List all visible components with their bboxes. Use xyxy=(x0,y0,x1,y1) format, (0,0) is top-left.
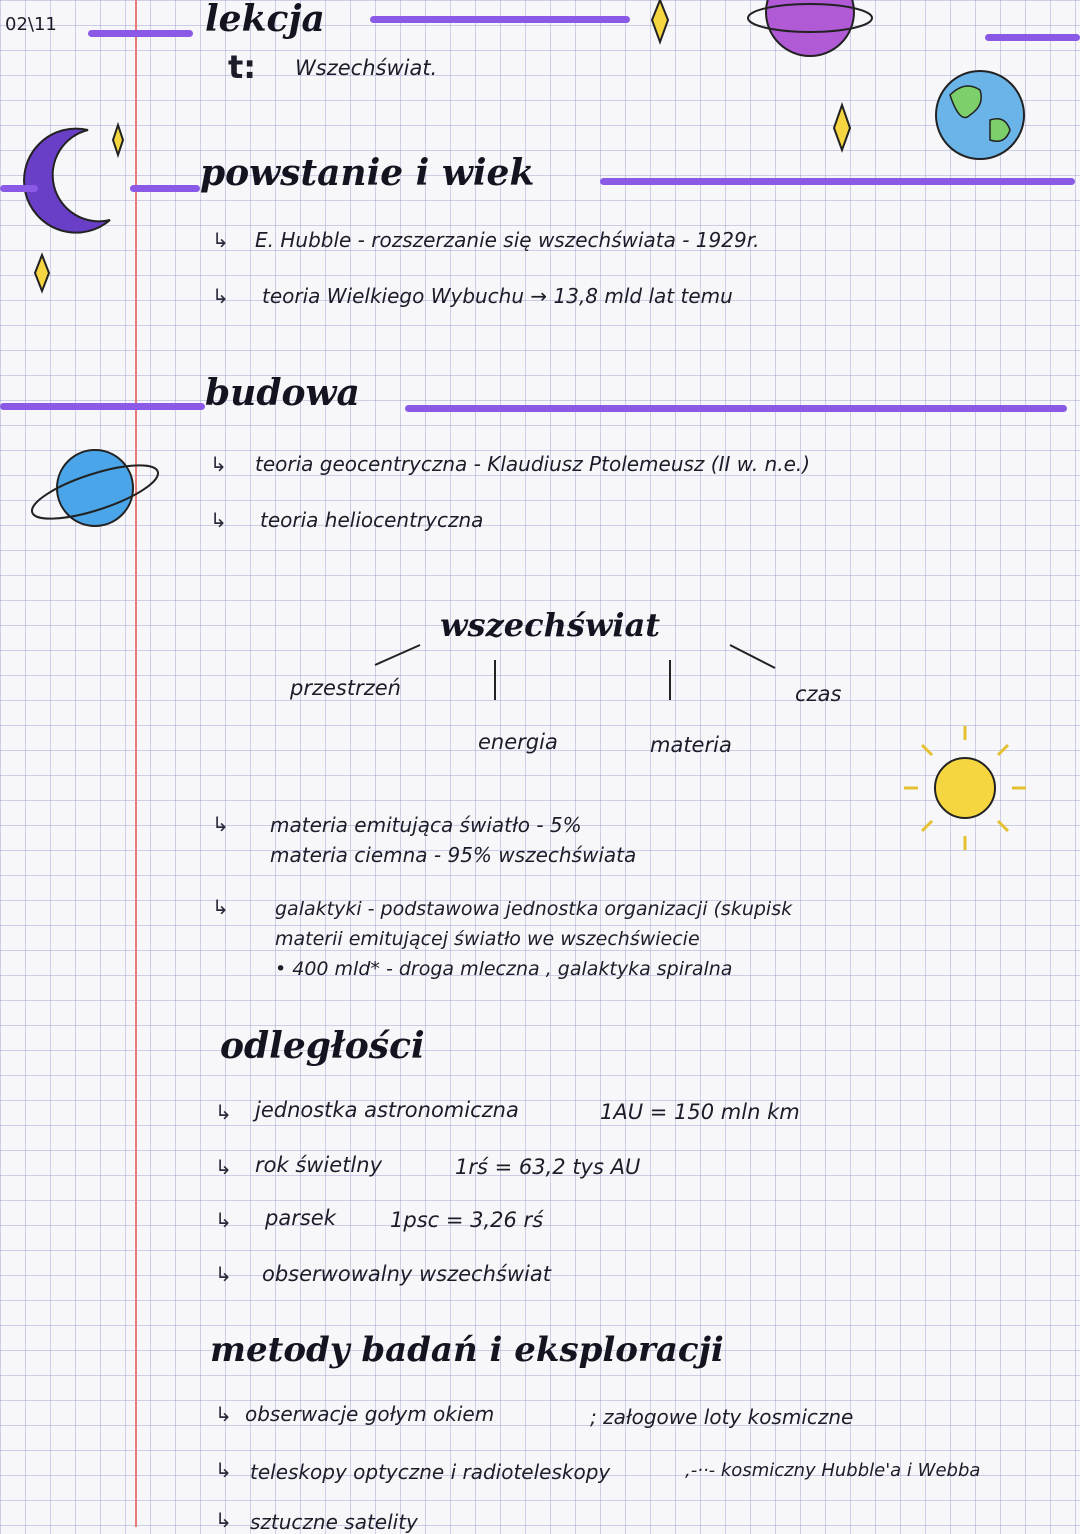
moon-icon xyxy=(24,129,110,233)
methods-line-2a: teleskopy optyczne i radioteleskopy xyxy=(250,1460,611,1484)
sun-icon xyxy=(904,726,1026,850)
diagram-node-time: czas xyxy=(795,682,842,706)
arrow-icon: ↳ xyxy=(210,508,227,532)
structure-item-2: teoria heliocentryczna xyxy=(260,508,484,532)
arrow-icon: ↳ xyxy=(210,452,227,476)
highlight-title xyxy=(370,16,630,23)
highlight-topright xyxy=(985,34,1080,41)
distances-heading: odległości xyxy=(220,1025,425,1067)
arrow-icon: ↳ xyxy=(215,1262,232,1286)
structure-item-1: teoria geocentryczna - Klaudiusz Ptolemeusz (II w. n.e.) xyxy=(255,452,811,476)
origin-item-1: E. Hubble - rozszerzanie się wszechświata - 1929r. xyxy=(255,228,760,252)
methods-line-3: sztuczne satelity xyxy=(250,1510,418,1534)
distance-name-4: obserwowalny wszechświat xyxy=(262,1262,551,1286)
structure-heading: budowa xyxy=(205,372,360,414)
arrow-icon: ↳ xyxy=(212,284,229,308)
arrow-icon: ↳ xyxy=(212,228,229,252)
arrow-icon: ↳ xyxy=(215,1208,232,1232)
date: 02\11 xyxy=(5,14,57,35)
origin-heading: powstanie i wiek xyxy=(200,152,535,194)
distance-name-2: rok świetlny xyxy=(255,1153,382,1177)
distance-value-3: 1psc = 3,26 rś xyxy=(390,1208,544,1232)
arrow-icon: ↳ xyxy=(212,895,229,919)
highlight-origin-left xyxy=(0,185,38,192)
methods-line-1b: ; załogowe loty kosmiczne xyxy=(590,1405,854,1429)
diagram-center: wszechświat xyxy=(440,606,661,644)
distance-value-1: 1AU = 150 mln km xyxy=(600,1100,800,1124)
origin-item-2: teoria Wielkiego Wybuchu → 13,8 mld lat temu xyxy=(262,284,733,308)
galaxies-line-3: • 400 mld* - droga mleczna , galaktyka spiralna xyxy=(275,958,733,980)
highlight-structure-left xyxy=(0,403,205,410)
methods-line-2b: ,-··- kosmiczny Hubble'a i Webba xyxy=(685,1460,981,1481)
earth-icon xyxy=(936,71,1024,159)
distance-name-1: jednostka astronomiczna xyxy=(255,1098,519,1122)
highlight-structure xyxy=(405,405,1067,412)
methods-line-1a: obserwacje gołym okiem xyxy=(245,1402,495,1426)
arrow-icon: ↳ xyxy=(215,1402,232,1426)
diagram-node-matter: materia xyxy=(650,733,732,757)
arrow-icon: ↳ xyxy=(215,1100,232,1124)
distance-value-2: 1rś = 63,2 tys AU xyxy=(455,1155,641,1179)
topic: Wszechświat. xyxy=(295,56,438,80)
arrow-icon: ↳ xyxy=(215,1508,232,1532)
methods-heading: metody badań i eksploracji xyxy=(210,1330,724,1370)
highlight-date xyxy=(88,30,193,37)
matter-line-2: materia ciemna - 95% wszechświata xyxy=(270,843,637,867)
diagram-node-space: przestrzeń xyxy=(290,676,401,700)
distance-name-3: parsek xyxy=(265,1206,336,1230)
ringed-planet-icon xyxy=(27,450,164,530)
page-title: lekcja xyxy=(205,0,325,40)
galaxies-line-2: materii emitującej światło we wszechświecie xyxy=(275,928,700,950)
planet-icon xyxy=(748,0,872,56)
highlight-origin-mid xyxy=(130,185,200,192)
galaxies-line-1: galaktyki - podstawowa jednostka organizacji (skupisk xyxy=(275,898,793,920)
topic-label: t: xyxy=(228,48,257,86)
arrow-icon: ↳ xyxy=(212,812,229,836)
diagram-node-energy: energia xyxy=(478,730,558,754)
arrow-icon: ↳ xyxy=(215,1458,232,1482)
highlight-origin xyxy=(600,178,1075,185)
arrow-icon: ↳ xyxy=(215,1155,232,1179)
diagram-arrows xyxy=(375,645,775,700)
matter-line-1: materia emitująca światło - 5% xyxy=(270,813,582,837)
